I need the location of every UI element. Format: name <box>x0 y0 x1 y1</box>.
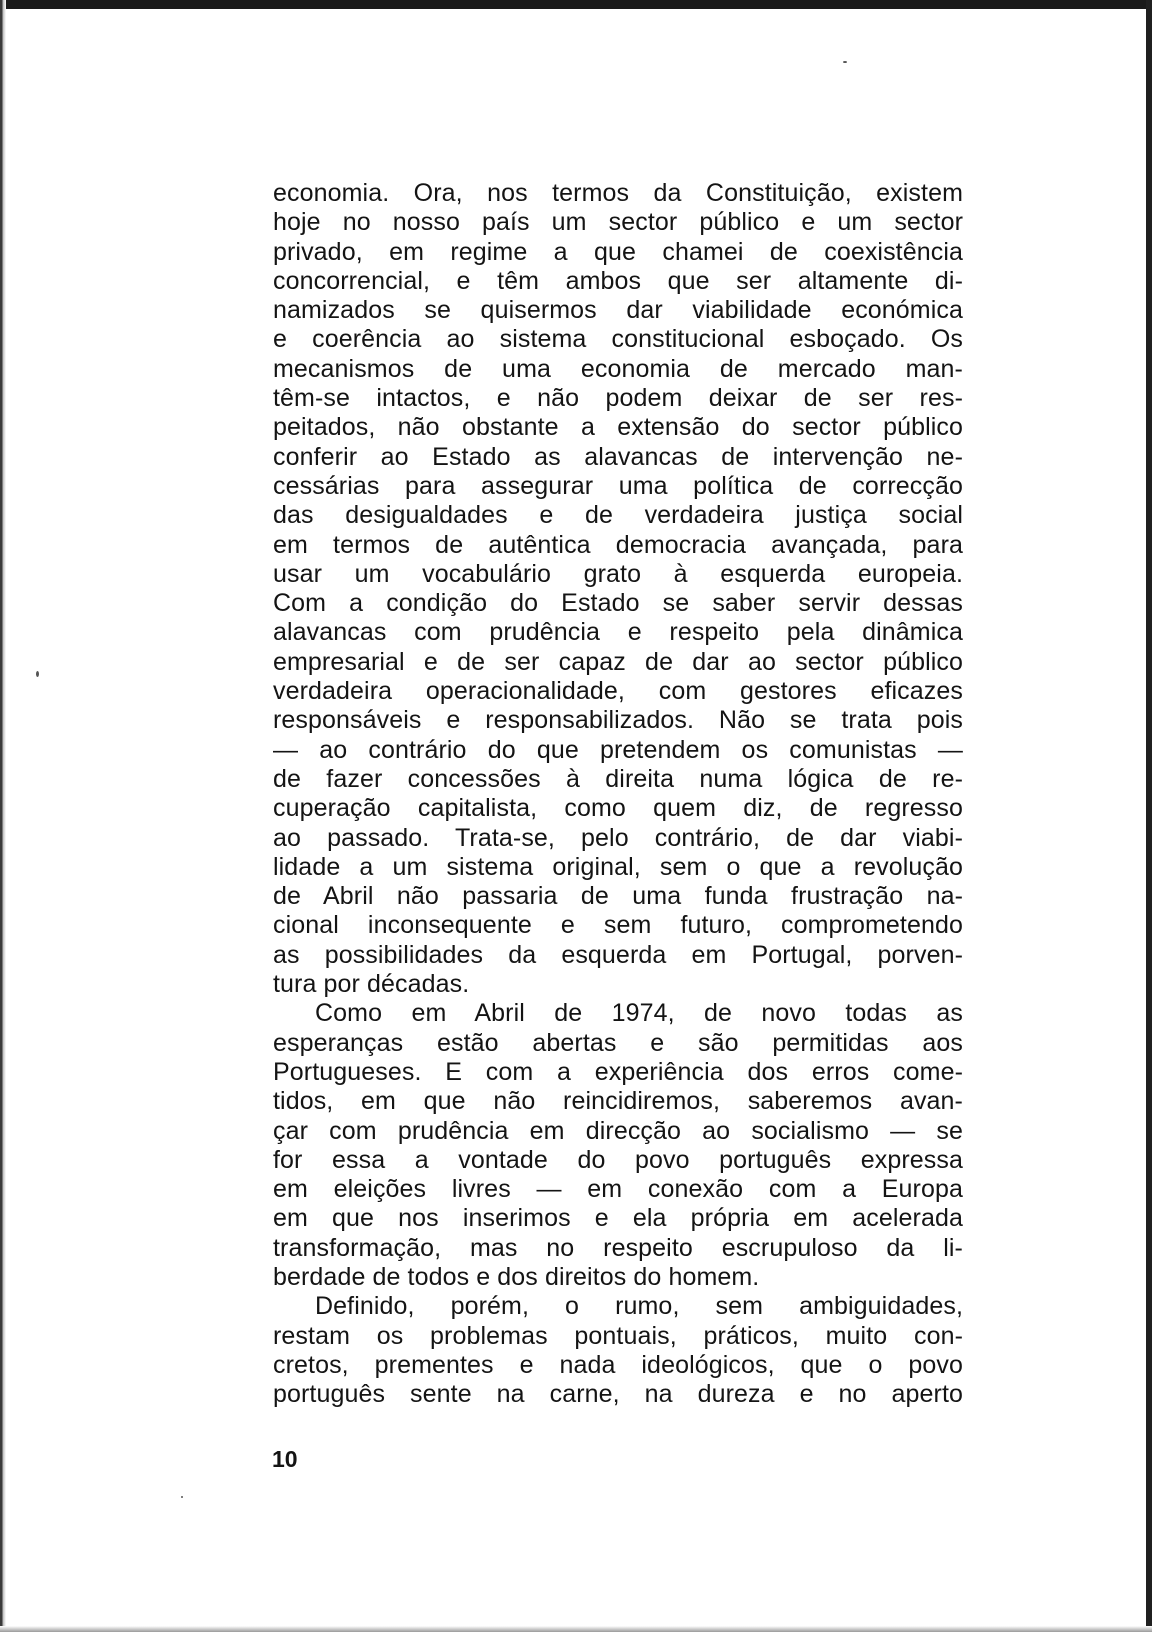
text-line: tidos, em que não reincidiremos, saberemos avan- <box>273 1087 963 1116</box>
text-line: Definido, porém, o rumo, sem ambiguidades, <box>315 1292 963 1321</box>
text-line: cretos, prementes e nada ideológicos, que o povo <box>273 1350 963 1379</box>
page-number: 10 <box>272 1446 298 1472</box>
text-line: e coerência ao sistema constitucional esboçado. Os <box>273 325 963 354</box>
text-line: tura por décadas. <box>273 970 470 999</box>
text-line: berdade de todos e dos direitos do homem. <box>273 1262 760 1291</box>
text-line: esperanças estão abertas e são permitidas aos <box>273 1028 963 1057</box>
text-line: português sente na carne, na dureza e no aperto <box>273 1380 963 1409</box>
text-line: cessárias para assegurar uma política de correcção <box>273 471 963 500</box>
text-line: economia. Ora, nos termos da Constituição, existem <box>273 179 963 207</box>
text-line: têm-se intactos, e não podem deixar de ser res- <box>273 384 963 413</box>
text-line: de fazer concessões à direita numa lógica de re- <box>273 764 963 793</box>
text-line: lidade a um sistema original, sem o que a revolução <box>273 852 963 881</box>
text-line: Portugueses. E com a experiência dos erros come- <box>273 1057 963 1086</box>
text-line: mecanismos de uma economia de mercado man- <box>273 354 963 383</box>
text-line: as possibilidades da esquerda em Portugal, porven- <box>273 940 963 969</box>
text-line: responsáveis e responsabilizados. Não se trata pois <box>273 706 963 735</box>
text-line: Como em Abril de 1974, de novo todas as <box>315 999 963 1028</box>
text-line: concorrencial, e têm ambos que ser altamente di- <box>273 266 963 295</box>
text-line: alavancas com prudência e respeito pela dinâmica <box>273 618 963 647</box>
scan-top-edge <box>0 0 1152 9</box>
text-line: namizados se quisermos dar viabilidade económica <box>273 296 963 325</box>
text-line: for essa a vontade do povo português expressa <box>273 1145 963 1174</box>
text-line: conferir ao Estado as alavancas de intervenção ne- <box>273 442 963 471</box>
paragraph <box>273 179 963 999</box>
text-line: — ao contrário do que pretendem os comunistas — <box>273 735 963 764</box>
scan-bottom-edge <box>0 1626 1152 1632</box>
scan-right-edge <box>1146 0 1152 1632</box>
text-line: em termos de autêntica democracia avançada, para <box>273 530 963 559</box>
text-line: empresarial e de ser capaz de dar ao sector público <box>273 647 963 676</box>
scan-speck <box>843 61 847 63</box>
text-line: privado, em regime a que chamei de coexistência <box>273 237 963 266</box>
text-line: restam os problemas pontuais, práticos, muito con- <box>273 1321 963 1350</box>
scan-speck <box>181 1496 183 1498</box>
text-line: das desigualdades e de verdadeira justiça social <box>273 501 963 530</box>
scan-speck <box>36 671 39 677</box>
text-line: ao passado. Trata-se, pelo contrário, de dar viabi- <box>273 823 963 852</box>
paragraph <box>273 999 963 1292</box>
text-line: Com a condição do Estado se saber servir dessas <box>273 589 963 618</box>
text-line: em que nos inserimos e ela própria em acelerada <box>273 1204 963 1233</box>
text-line: cional inconsequente e sem futuro, comprometendo <box>273 911 963 940</box>
text-line: hoje no nosso país um sector público e um sector <box>273 208 963 237</box>
body-text <box>273 179 963 1409</box>
text-line: çar com prudência em direcção ao socialismo — se <box>273 1116 963 1145</box>
text-line: verdadeira operacionalidade, com gestores eficazes <box>273 677 963 706</box>
text-line: transformação, mas no respeito escrupuloso da li- <box>273 1233 963 1262</box>
text-line: de Abril não passaria de uma funda frustração na- <box>273 882 963 911</box>
text-line: em eleições livres — em conexão com a Europa <box>273 1175 963 1204</box>
scan-left-edge <box>0 0 6 1632</box>
paragraph <box>273 1292 963 1409</box>
text-line: peitados, não obstante a extensão do sector público <box>273 413 963 442</box>
text-line: cuperação capitalista, como quem diz, de regresso <box>273 794 963 823</box>
text-line: usar um vocabulário grato à esquerda europeia. <box>273 559 963 588</box>
